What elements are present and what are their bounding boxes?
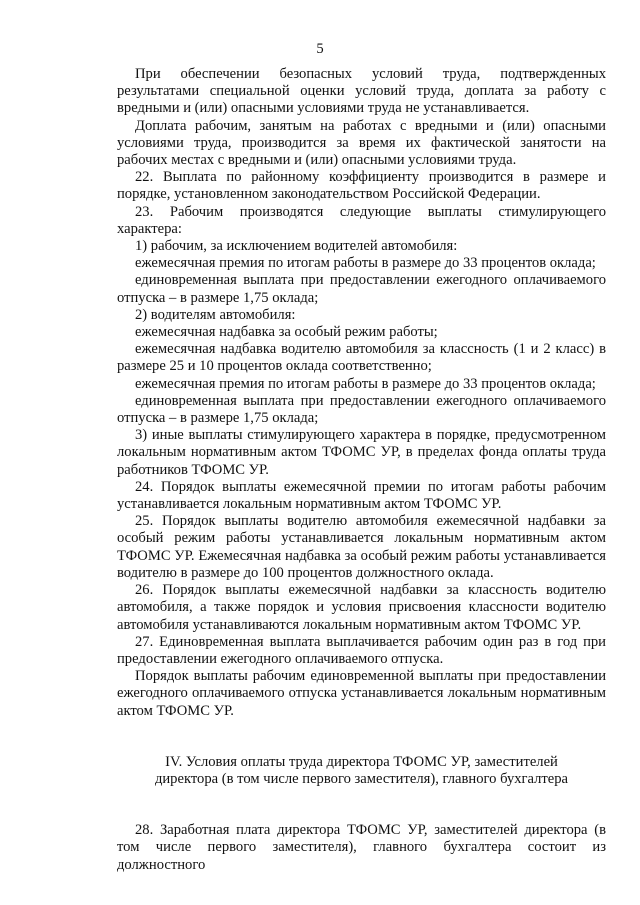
section-heading [117,754,606,788]
paragraph: 26. Порядок выплаты ежемесячной надбавки за классность водителю автомобиля, а также порядок и условия присвоения классности водителю автомобиля устанавливаются локальным нормативным актом ТФОМС УР. [117,582,606,633]
paragraph: Доплата рабочим, занятым на работах с вредными и (или) опасными условиями труда, производится за время их фактической занятости на рабочих местах с вредными и (или) опасными условиями труда. [117,117,606,169]
list-item: единовременная выплата при предоставлении ежегодного оплачиваемого отпуска – в размере 1,75 оклада; [117,392,606,427]
paragraph: При обеспечении безопасных условий труда, подтвержденных результатами специальной оценки условий труда, доплата за работу с вредными и (или) опасными условиями труда не устанавливается. [117,66,606,117]
list-item: 2) водителям автомобиля: [135,306,296,323]
list-item: ежемесячная премия по итогам работы в размере до 33 процентов оклада; [135,255,596,272]
paragraph: 23. Рабочим производятся следующие выплаты стимулирующего характера: [117,203,606,237]
paragraph: 28. Заработная плата директора ТФОМС УР, заместителей директора (в том числе первого заместителя), главного бухгалтера состоит из должностного [117,822,606,873]
list-item: единовременная выплата при предоставлении ежегодного оплачиваемого отпуска – в размере 1,75 оклада; [117,272,606,306]
list-item: ежемесячная надбавка водителю автомобиля за классность (1 и 2 класс) в размере 25 и 10 процентов оклада соответственно; [117,341,606,375]
list-item: 1) рабочим, за исключением водителей автомобиля: [135,238,458,255]
list-item: ежемесячная премия по итогам работы в размере до 33 процентов оклада; [135,375,596,392]
paragraph: 27. Единовременная выплата выплачивается рабочим один раз в год при предоставлении ежегодного оплачиваемого отпуска. [117,633,606,667]
section-heading-line: директора (в том числе первого заместителя), главного бухгалтера [154,770,569,787]
paragraph: 25. Порядок выплаты водителю автомобиля ежемесячной надбавки за особый режим работы устанавливается локальным нормативным актом ТФОМС УР. Ежемесячная надбавка за особый режим работы устанавливается водителю в размере до 100 процентов должностного оклада. [117,513,606,581]
paragraph: 24. Порядок выплаты ежемесячной премии по итогам работы рабочим устанавливается локальным нормативным актом ТФОМС УР. [117,478,606,513]
list-item: 3) иные выплаты стимулирующего характера в порядке, предусмотренном локальным нормативным актом ТФОМС УР, в пределах фонда оплаты труда работников ТФОМС УР. [117,427,606,478]
document-body [117,66,606,874]
paragraph: Порядок выплаты рабочим единовременной выплаты при предоставлении ежегодного оплачиваемого отпуска устанавливается локальным нормативным актом ТФОМС УР. [117,668,606,719]
list-item: ежемесячная надбавка за особый режим работы; [135,324,438,341]
page-number: 5 [316,41,324,57]
paragraph: 22. Выплата по районному коэффициенту производится в размере и порядке, установленном законодательством Российской Федерации. [117,169,606,203]
section-heading-line: IV. Условия оплаты труда директора ТФОМС УР, заместителей [165,753,558,770]
